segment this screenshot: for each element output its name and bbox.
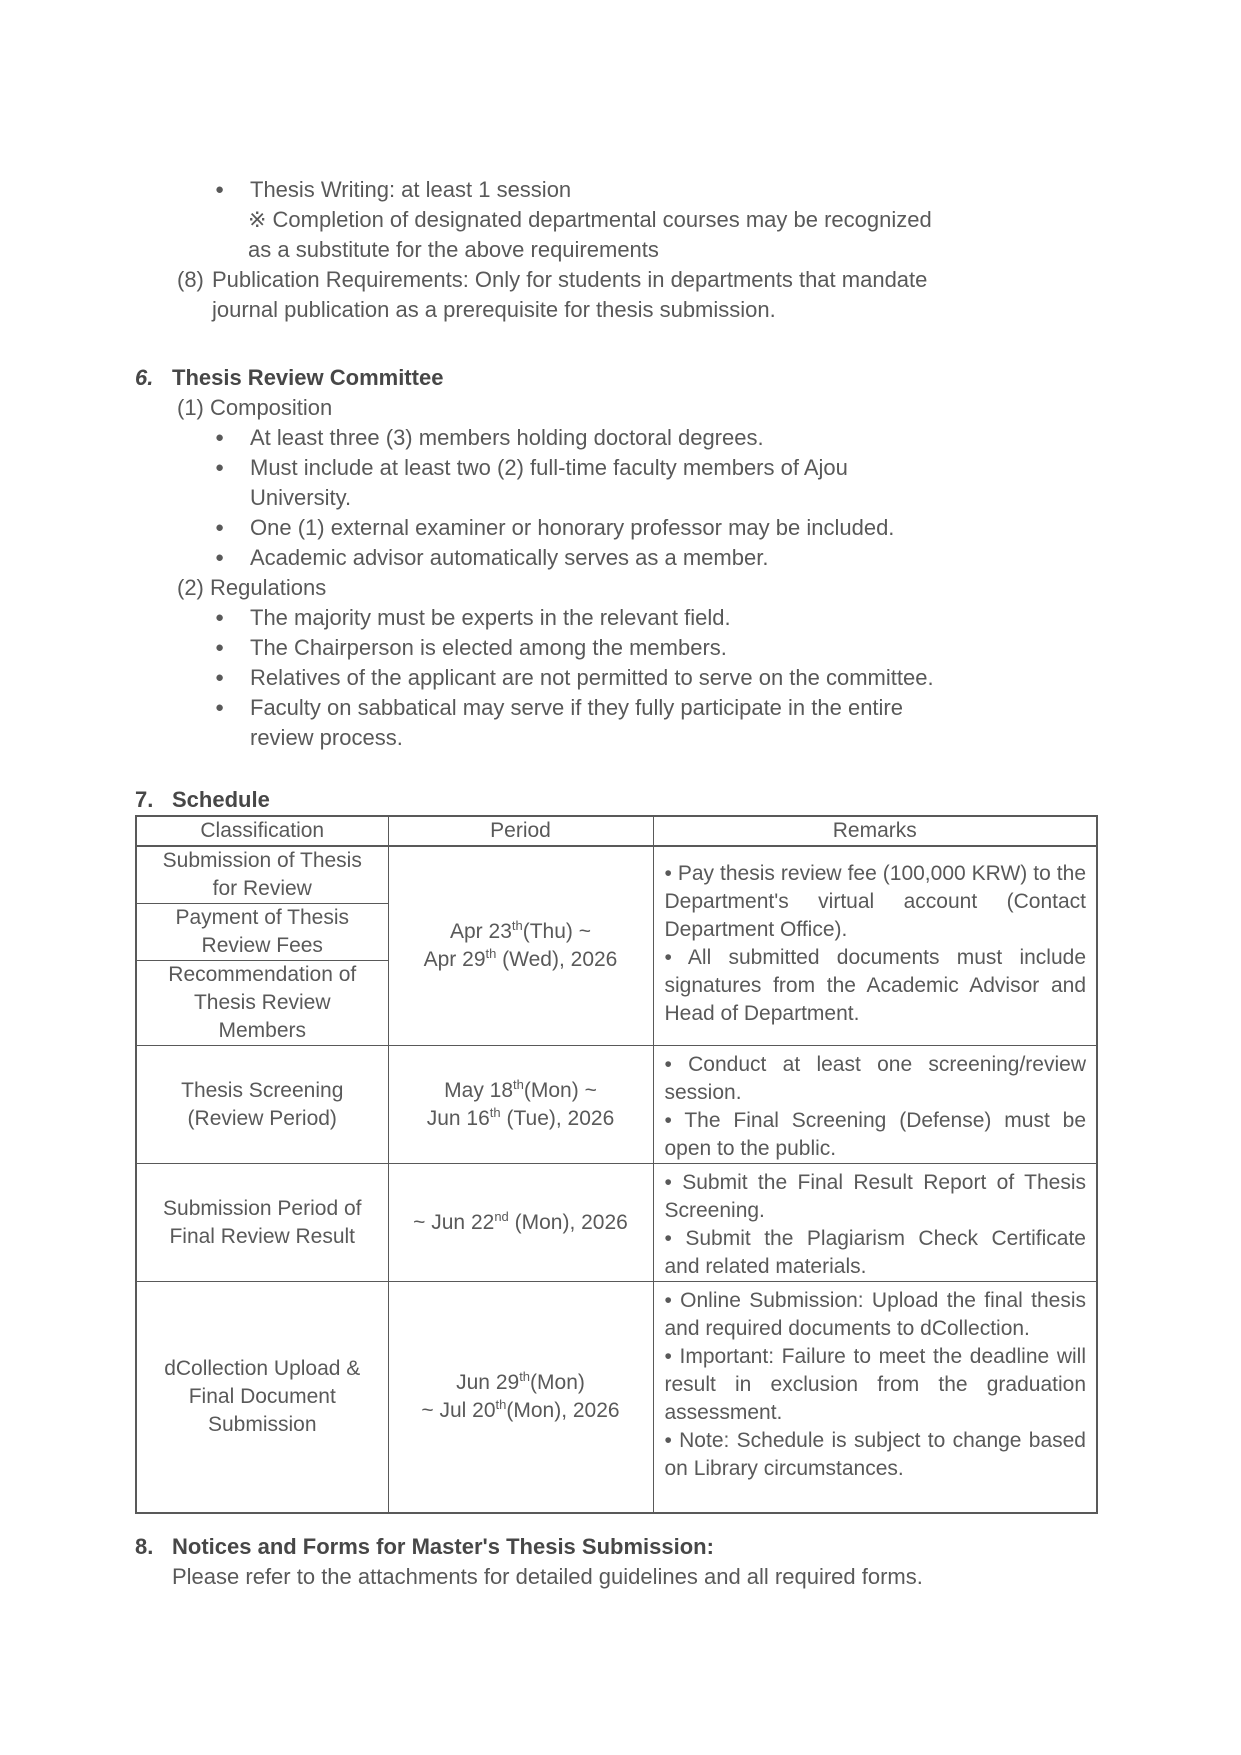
table-row: [136, 1164, 1097, 1282]
remark-item: • All submitted documents must include signatures from the Academic Advisor and Head of Department.: [664, 946, 1086, 1025]
cell-period: May 18th(Mon) ~ Jun 16th (Tue), 2026: [388, 1046, 653, 1164]
cell-classification: Payment of Thesis Review Fees: [136, 904, 388, 961]
composition-list: [215, 423, 1095, 573]
cell-period: Jun 29th(Mon) ~ Jul 20th(Mon), 2026: [388, 1282, 653, 1513]
list-item-text: At least three (3) members holding doctoral degrees.: [250, 425, 764, 450]
bullet-icon: ●: [215, 669, 225, 686]
cell-classification: Submission of Thesis for Review: [136, 846, 388, 904]
cell-remarks: [653, 1282, 1097, 1513]
cell-remarks: [653, 846, 1097, 1046]
bullet-icon: ●: [215, 699, 225, 716]
list-item-text: The majority must be experts in the relevant field.: [250, 605, 731, 630]
section-8: [135, 1532, 1135, 1592]
bullet-icon: ●: [215, 609, 225, 626]
item8-text: Publication Requirements: Only for students in departments that mandate journal publication as a prerequisite for thesis submission.: [212, 267, 928, 322]
regulations-list: [215, 603, 1095, 753]
schedule-table: [135, 815, 1098, 1514]
header-remarks: Remarks: [653, 816, 1097, 846]
remark-item: • Important: Failure to meet the deadline will result in exclusion from the graduation assessment.: [664, 1345, 1086, 1424]
bullet-icon: ●: [215, 519, 225, 536]
list-item: [215, 603, 1095, 633]
intro-bullet-text: Thesis Writing: at least 1 session: [250, 177, 572, 202]
section6-title: Thesis Review Committee: [172, 365, 444, 390]
remark-item: • Submit the Plagiarism Check Certificate and related materials.: [664, 1227, 1086, 1278]
list-item-text: One (1) external examiner or honorary professor may be included.: [250, 515, 895, 540]
cell-period: ~ Jun 22nd (Mon), 2026: [388, 1164, 653, 1282]
remark-item: • Conduct at least one screening/review session.: [664, 1053, 1086, 1104]
list-item: [215, 423, 1095, 453]
list-item-text: Must include at least two (2) full-time faculty members of Ajou University.: [250, 455, 848, 510]
table-row: [136, 1282, 1097, 1513]
cell-classification: Thesis Screening (Review Period): [136, 1046, 388, 1164]
remark-item: • Pay thesis review fee (100,000 KRW) to the Department's virtual account (Contact Department Office).: [664, 862, 1086, 941]
list-item-text: Academic advisor automatically serves as a member.: [250, 545, 769, 570]
remark-item: • Online Submission: Upload the final thesis and required documents to dCollection.: [664, 1289, 1086, 1340]
bullet-icon: ●: [215, 549, 225, 566]
section8-number: 8.: [135, 1534, 154, 1559]
remark-item: • The Final Screening (Defense) must be open to the public.: [664, 1109, 1086, 1160]
bullet-icon: ●: [215, 429, 225, 446]
section8-body: Please refer to the attachments for detailed guidelines and all required forms.: [172, 1564, 923, 1589]
header-classification: Classification: [136, 816, 388, 846]
cell-remarks: [653, 1164, 1097, 1282]
list-item: [215, 543, 1095, 573]
section-6: [0, 363, 1241, 753]
bullet-icon: ●: [215, 459, 225, 476]
table-row: [136, 846, 1097, 904]
section6-number: 6.: [135, 365, 154, 390]
section6-sub1-label: (1) Composition: [177, 395, 333, 420]
section8-heading: [135, 1532, 1135, 1562]
section8-title: Notices and Forms for Master's Thesis Submission:: [172, 1534, 714, 1559]
bullet-icon: ●: [215, 639, 225, 656]
cell-classification: Recommendation of Thesis Review Members: [136, 961, 388, 1046]
section7-title: Schedule: [172, 787, 270, 812]
table-header-row: [136, 816, 1097, 846]
list-item: [215, 693, 1095, 753]
cell-period: Apr 23th(Thu) ~ Apr 29th (Wed), 2026: [388, 846, 653, 1046]
table-row: [136, 1046, 1097, 1164]
list-item-text: Faculty on sabbatical may serve if they fully participate in the entire review process.: [250, 695, 903, 750]
cell-remarks: [653, 1046, 1097, 1164]
list-item-text: The Chairperson is elected among the members.: [250, 635, 727, 660]
cell-classification: Submission Period of Final Review Result: [136, 1164, 388, 1282]
list-item: [215, 453, 1095, 513]
bullet-icon: ●: [215, 181, 225, 198]
intro-bullet-item: [215, 175, 1110, 205]
list-item: [215, 513, 1095, 543]
cell-classification: dCollection Upload & Final Document Submission: [136, 1282, 388, 1513]
list-item: [215, 633, 1095, 663]
section7-number: 7.: [135, 787, 154, 812]
list-item: [215, 663, 1095, 693]
section7-heading: [135, 785, 270, 815]
intro-item-8: [177, 265, 1127, 325]
intro-note: ※ Completion of designated departmental courses may be recognized as a substitute for the above requirements: [248, 207, 932, 262]
header-period: Period: [388, 816, 653, 846]
item8-marker: (8): [177, 267, 204, 292]
remark-item: • Note: Schedule is subject to change based on Library circumstances.: [664, 1429, 1086, 1480]
remark-item: • Submit the Final Result Report of Thesis Screening.: [664, 1171, 1086, 1222]
list-item-text: Relatives of the applicant are not permitted to serve on the committee.: [250, 665, 934, 690]
section6-heading: [135, 363, 1241, 393]
section6-sub2-label: (2) Regulations: [177, 575, 327, 600]
